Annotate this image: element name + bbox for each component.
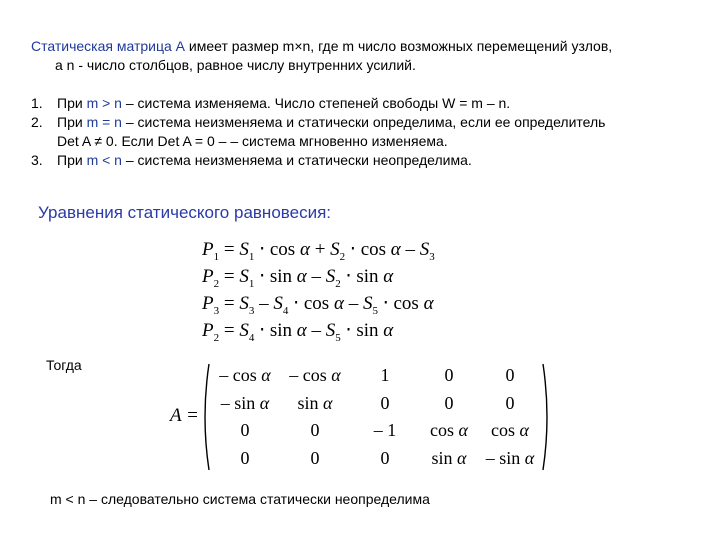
conclusion-text: m < n – следовательно система статически неопределима [50,491,430,507]
matrix-cell: – cos α [289,365,341,386]
list-number: 3. [31,152,43,168]
list-item [31,151,605,170]
matrix-name: A = [170,405,199,426]
list-text: – система изменяема. Число степеней свободы W = m – n. [121,95,511,111]
matrix-row [210,417,542,445]
matrix-cell: – sin α [220,392,270,413]
matrix-cell: cos α [491,420,529,441]
matrix-label [170,405,199,427]
list-condition: m = n [86,114,122,130]
equation-3: $P_3 = S_3 - S_4 \cdot \cos \alpha - S_5 \cdot \cos \alpha$ [202,293,434,317]
matrix-cell: 0 [310,447,320,468]
list-text: При [57,114,87,130]
equilibrium-equations [202,236,435,344]
matrix-row [210,362,542,390]
matrix-cell: sin α [297,392,333,413]
matrix-cell: 0 [505,365,515,386]
matrix-table [210,362,542,472]
list-text: При [57,152,87,168]
static-matrix [200,362,552,472]
equation-2: $P_2 = S_1 \cdot \sin \alpha - S_2 \cdot \sin \alpha$ [202,266,394,290]
list-item [31,94,605,113]
list-number: 2. [31,114,43,130]
intro-line2: а n - число столбцов, равное числу внутренних усилий. [55,57,416,73]
matrix-cell: cos α [430,420,468,441]
conditions-list [31,94,605,170]
list-text: При [57,95,87,111]
list-symbol: ≠ [94,133,103,149]
matrix-cell: 0 [240,420,250,441]
list-text: – система неизменяема и статически определима, если ее определитель [121,114,606,130]
list-condition: m < n [86,152,122,168]
matrix-cell: 0 [380,392,390,413]
list-item [31,113,605,132]
section-heading: Уравнения статического равновесия: [38,203,331,222]
matrix-cell: – 1 [373,420,397,441]
togda-label: Тогда [46,357,82,373]
equation-1: $P_1 = S_1 \cdot \cos \alpha + S_2 \cdot \cos \alpha - S_3$ [202,239,435,263]
matrix-cell: 0 [505,392,515,413]
list-text: 0. Если Det A = 0 – – система мгновенно изменяема. [102,133,448,149]
matrix-cell: 0 [310,420,320,441]
matrix-cell: 1 [380,365,390,386]
matrix-cell: – cos α [219,365,271,386]
list-text: – система неизменяема и статически неопределима. [121,152,472,168]
equation-4: $P_2 = S_4 \cdot \sin \alpha - S_5 \cdot \sin \alpha$ [202,320,394,344]
matrix-row [210,390,542,418]
intro-line1-rest: имеет размер m×n, где m число возможных перемещений узлов, [185,38,613,54]
list-item [31,132,605,151]
list-condition: m > n [86,95,122,111]
list-text: Det A [57,133,95,149]
matrix-row [210,445,542,473]
matrix-cell: 0 [444,365,454,386]
matrix-cell: – sin α [485,447,535,468]
matrix-cell: 0 [240,447,250,468]
intro-bold-term: Статическая матрица А [31,38,185,54]
list-number: 1. [31,95,43,111]
matrix-cell: 0 [444,392,454,413]
matrix-cell: sin α [431,447,467,468]
intro-paragraph [31,37,612,75]
matrix-cell: 0 [380,447,390,468]
